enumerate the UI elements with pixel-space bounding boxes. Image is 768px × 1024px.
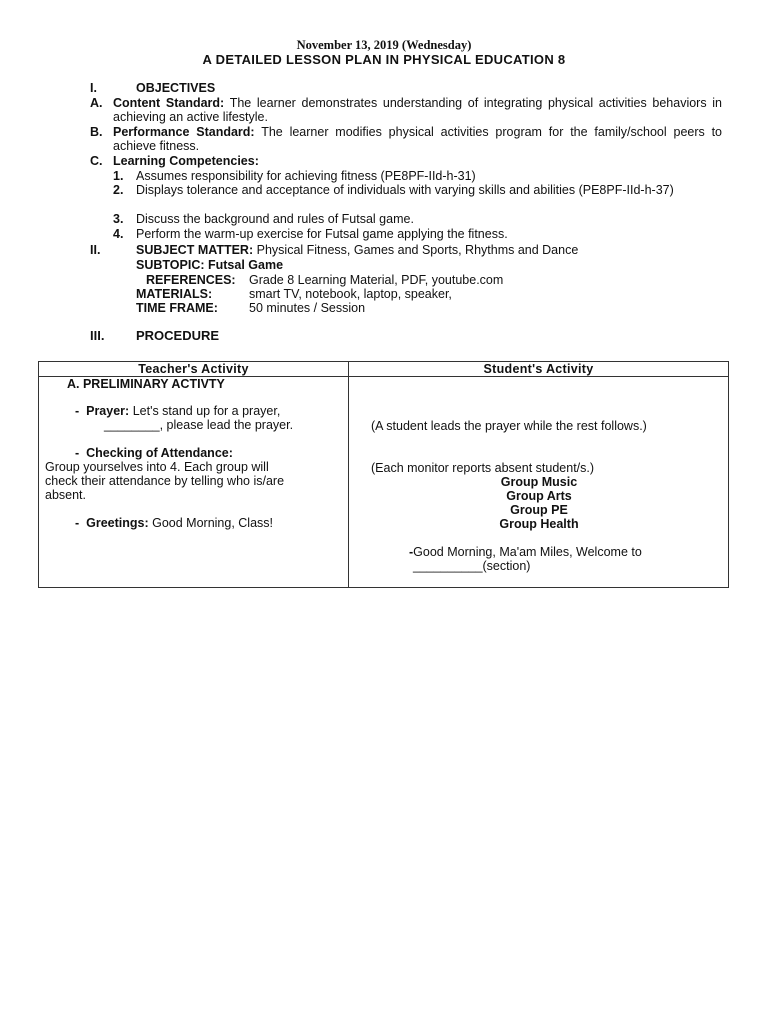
procedure-table (38, 361, 729, 588)
section-numeral-subject-matter: II. (90, 243, 101, 257)
subject-matter-label: SUBJECT MATTER: (136, 243, 254, 257)
group-name: Group Arts (506, 489, 572, 503)
teacher-activity-header: Teacher's Activity (39, 362, 349, 377)
document-title: A DETAILED LESSON PLAN IN PHYSICAL EDUCATION 8 (202, 52, 566, 67)
references-text: Grade 8 Learning Material, PDF, youtube.com (249, 273, 504, 287)
materials-text: smart TV, notebook, laptop, speaker, (249, 287, 452, 301)
greeting-response-text: Good Morning, Ma'am Miles, Welcome to (413, 545, 642, 559)
attendance-response: (Each monitor reports absent student/s.) (371, 461, 595, 475)
group-name: Group Music (500, 475, 578, 489)
content-standard-text: The learner demonstrates understanding of integrating physical activities behaviors in achieving an active lifestyle. (113, 96, 722, 124)
prayer-label: Prayer: (86, 404, 130, 418)
greetings-text: Good Morning, Class! (152, 516, 273, 530)
prayer-text-continued: ________, please lead the prayer. (104, 418, 294, 432)
performance-standard-label: Performance Standard: (113, 125, 255, 139)
competency-number: 2. (113, 183, 124, 197)
competency-number: 3. (113, 212, 124, 226)
greetings-label: Greetings: (86, 516, 149, 530)
attendance-heading: - Checking of Attendance: (75, 446, 233, 460)
attendance-label: Checking of Attendance: (86, 446, 233, 460)
greeting-response: -Good Morning, Ma'am Miles, Welcome to (409, 545, 642, 559)
time-frame-text: 50 minutes / Session (249, 301, 366, 315)
teacher-activity-cell (39, 377, 349, 588)
section-numeral-objectives: I. (90, 81, 97, 95)
group-name: Group Health (499, 517, 579, 531)
preliminary-activity-heading: A. PRELIMINARY ACTIVTY (67, 377, 225, 391)
prayer-text: Let's stand up for a prayer, (132, 404, 281, 418)
content-standard-letter: A. (90, 96, 103, 110)
competency-number: 1. (113, 169, 124, 183)
student-activity-header: Student's Activity (349, 362, 729, 377)
references-label: REFERENCES: (146, 273, 236, 287)
prayer-response: (A student leads the prayer while the rest follows.) (371, 419, 647, 433)
subtopic: SUBTOPIC: Futsal Game (136, 258, 284, 272)
procedure-heading: PROCEDURE (136, 328, 220, 343)
competency-text: Discuss the background and rules of Futsal game. (136, 212, 414, 226)
competency-text: Assumes responsibility for achieving fitness (PE8PF-IId-h-31) (136, 169, 476, 183)
subject-matter (136, 243, 578, 257)
section-numeral-procedure: III. (90, 328, 105, 343)
table-row (39, 377, 729, 588)
performance-standard-text: The learner modifies physical activities program for the family/school peers to achieve fitness. (113, 125, 723, 153)
performance-standard (113, 125, 722, 153)
objectives-heading: OBJECTIVES (136, 81, 216, 95)
attendance-instruction-line: check their attendance by telling who is/are (45, 474, 285, 488)
time-frame-label: TIME FRAME: (136, 301, 218, 315)
content-standard (113, 96, 722, 124)
subject-matter-text: Physical Fitness, Games and Sports, Rhythms and Dance (256, 243, 579, 257)
attendance-instruction-line: absent. (45, 488, 87, 502)
student-activity-cell (349, 377, 729, 588)
learning-competencies-label: Learning Competencies: (113, 154, 259, 168)
competency-text: Perform the warm-up exercise for Futsal game applying the fitness. (136, 227, 508, 241)
competency-number: 4. (113, 227, 124, 241)
competency-text: Displays tolerance and acceptance of individuals with varying skills and abilities (PE8PF-IId-h-37) (136, 183, 674, 197)
content-standard-label: Content Standard: (113, 96, 225, 110)
learning-competencies-letter: C. (90, 154, 103, 168)
lesson-date: November 13, 2019 (Wednesday) (296, 38, 472, 52)
table-header-row (39, 362, 729, 377)
greeting-response-section: __________(section) (413, 559, 531, 573)
prayer-instruction: - Prayer: Let's stand up for a prayer, (75, 404, 281, 418)
greetings-instruction: - Greetings: Good Morning, Class! (75, 516, 273, 530)
attendance-instruction-line: Group yourselves into 4. Each group will (45, 460, 269, 474)
materials-label: MATERIALS: (136, 287, 213, 301)
performance-standard-letter: B. (90, 125, 103, 139)
group-name: Group PE (510, 503, 568, 517)
